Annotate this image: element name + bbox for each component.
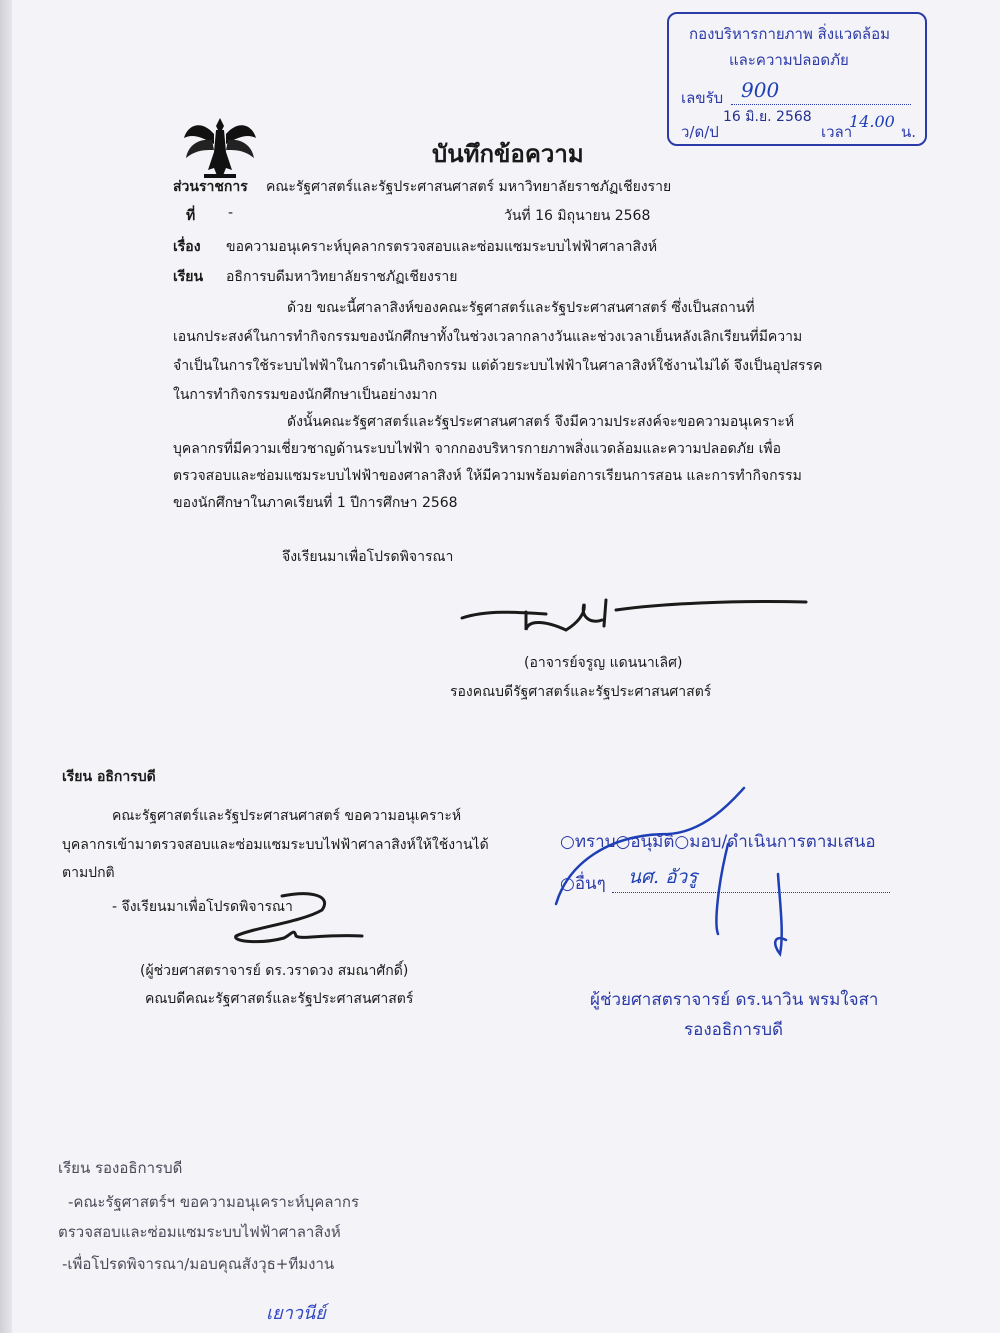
ref-label: ที่: [186, 208, 196, 224]
received-stamp: [667, 12, 927, 146]
vp-name: ผู้ช่วยศาสตราจารย์ ดร.นาวิน พรมใจสา: [590, 990, 879, 1010]
stamp-recv-label: เลขรับ: [681, 89, 724, 107]
vp-other-label: ○อื่นๆ: [560, 874, 606, 894]
subject-value: ขอความอนุเคราะห์บุคลากรตรวจสอบและซ่อมแซมระบบไฟฟ้าศาลาสิงห์: [226, 239, 658, 255]
signature-vice-president: [548, 784, 848, 964]
ref-value: -: [228, 205, 234, 221]
dean-note-line1: คณะรัฐศาสตร์และรัฐประศาสนศาสตร์ ขอความอนุเคราะห์: [112, 808, 462, 824]
to-value: อธิการบดีมหาวิทยาลัยราชภัฏเชียงราย: [226, 269, 458, 285]
stamp-org-line2: และความปลอดภัย: [729, 51, 849, 69]
paper-edge-shadow: [0, 0, 12, 1333]
bottom-note-line3: ตรวจสอบและซ่อมแซมระบบไฟฟ้าศาลาสิงห์: [58, 1223, 341, 1241]
signature-vice-dean: [456, 590, 816, 640]
body-line-7: ตรวจสอบและซ่อมแซมระบบไฟฟ้าของศาลาสิงห์ ให้มีความพร้อมต่อการเรียนการสอน และการทำกิจกรรม: [173, 468, 802, 484]
body-line-6: บุคลากรที่มีความเชี่ยวชาญด้านระบบไฟฟ้า จากกองบริหารกายภาพสิ่งแวดล้อมและความปลอดภัย เพื่อ: [173, 441, 782, 457]
to-label: เรียน: [173, 269, 204, 285]
dean-title: คณบดีคณะรัฐศาสตร์และรัฐประศาสนศาสตร์: [145, 991, 414, 1007]
body-line-2: เอนกประสงค์ในการทำกิจกรรมของนักศึกษาทั้งในช่วงเวลากลางวันและช่วงเวลาเย็นหลังเลิกเรียนที่มีความ: [173, 329, 803, 345]
dean-note-line2: บุคลากรเข้ามาตรวจสอบและซ่อมแซมระบบไฟฟ้าศาลาสิงห์ให้ใช้งานได้: [62, 837, 489, 853]
subject-label: เรื่อง: [173, 239, 201, 255]
body-line-5: ดังนั้นคณะรัฐศาสตร์และรัฐประศาสนศาสตร์ จึงมีความประสงค์จะขอความอนุเคราะห์: [287, 414, 795, 430]
dean-note-line3: ตามปกติ: [62, 865, 115, 881]
vp-decision-options: ○ทราบ○อนุมัติ○มอบ/ดำเนินการตามเสนอ: [560, 832, 876, 852]
stamp-time-unit: น.: [901, 123, 917, 141]
dept-label: ส่วนราชการ: [173, 179, 248, 195]
stamp-org-line1: กองบริหารกายภาพ สิ่งแวดล้อม: [689, 25, 891, 43]
stamp-date-value: 16 มิ.ย. 2568: [723, 109, 812, 125]
bottom-note-line1: เรียน รองอธิการบดี: [58, 1159, 183, 1177]
closing-line: จึงเรียนมาเพื่อโปรดพิจารณา: [282, 549, 454, 565]
signature-dean: [222, 888, 372, 950]
garuda-emblem-icon: [178, 112, 262, 184]
memo-paper: [12, 0, 1000, 1333]
signer-title: รองคณบดีรัฐศาสตร์และรัฐประศาสนศาสตร์: [450, 684, 712, 700]
bottom-note-line4: -เพื่อโปรดพิจารณา/มอบคุณสังวุธ+ทีมงาน: [62, 1255, 335, 1273]
dept-value: คณะรัฐศาสตร์และรัฐประศาสนศาสตร์ มหาวิทยาลัยราชภัฏเชียงราย: [266, 179, 672, 195]
body-line-8: ของนักศึกษาในภาคเรียนที่ 1 ปีการศึกษา 2568: [173, 495, 458, 511]
dean-name: (ผู้ช่วยศาสตราจารย์ ดร.วราดวง สมณาศักดิ์): [140, 963, 409, 979]
bottom-note-line2: -คณะรัฐศาสตร์ฯ ขอความอนุเคราะห์บุคลากร: [68, 1193, 360, 1211]
body-line-1: ด้วย ขณะนี้ศาลาสิงห์ของคณะรัฐศาสตร์และรัฐประศาสนศาสตร์ ซึ่งเป็นสถานที่: [287, 300, 755, 316]
memo-title: บันทึกข้อความ: [432, 140, 584, 168]
signer-name: (อาจารย์จรูญ แดนนาเลิศ): [524, 655, 683, 671]
bottom-note-initials: เยาวนีย์: [266, 1303, 326, 1324]
stamp-time-label: เวลา: [821, 123, 853, 141]
memo-date: วันที่ 16 มิถุนายน 2568: [504, 208, 651, 224]
stamp-date-label: ว/ด/ป: [681, 123, 719, 141]
stamp-recv-number: 900: [741, 78, 780, 102]
body-line-4: ในการทำกิจกรรมของนักศึกษาเป็นอย่างมาก: [173, 387, 438, 403]
dean-note-to: เรียน อธิการบดี: [62, 769, 156, 785]
stamp-time-value: 14.00: [849, 112, 895, 131]
vp-title: รองอธิการบดี: [684, 1020, 784, 1040]
dean-note-line4: - จึงเรียนมาเพื่อโปรดพิจารณา: [112, 899, 293, 915]
vp-other-value: นศ. อัวรู: [628, 866, 698, 888]
body-line-3: จำเป็นในการใช้ระบบไฟฟ้าในการดำเนินกิจกรรม แต่ด้วยระบบไฟฟ้าในศาลาสิงห์ใช้งานไม่ได้ จึงเป็นอุปสรรค: [173, 358, 823, 374]
